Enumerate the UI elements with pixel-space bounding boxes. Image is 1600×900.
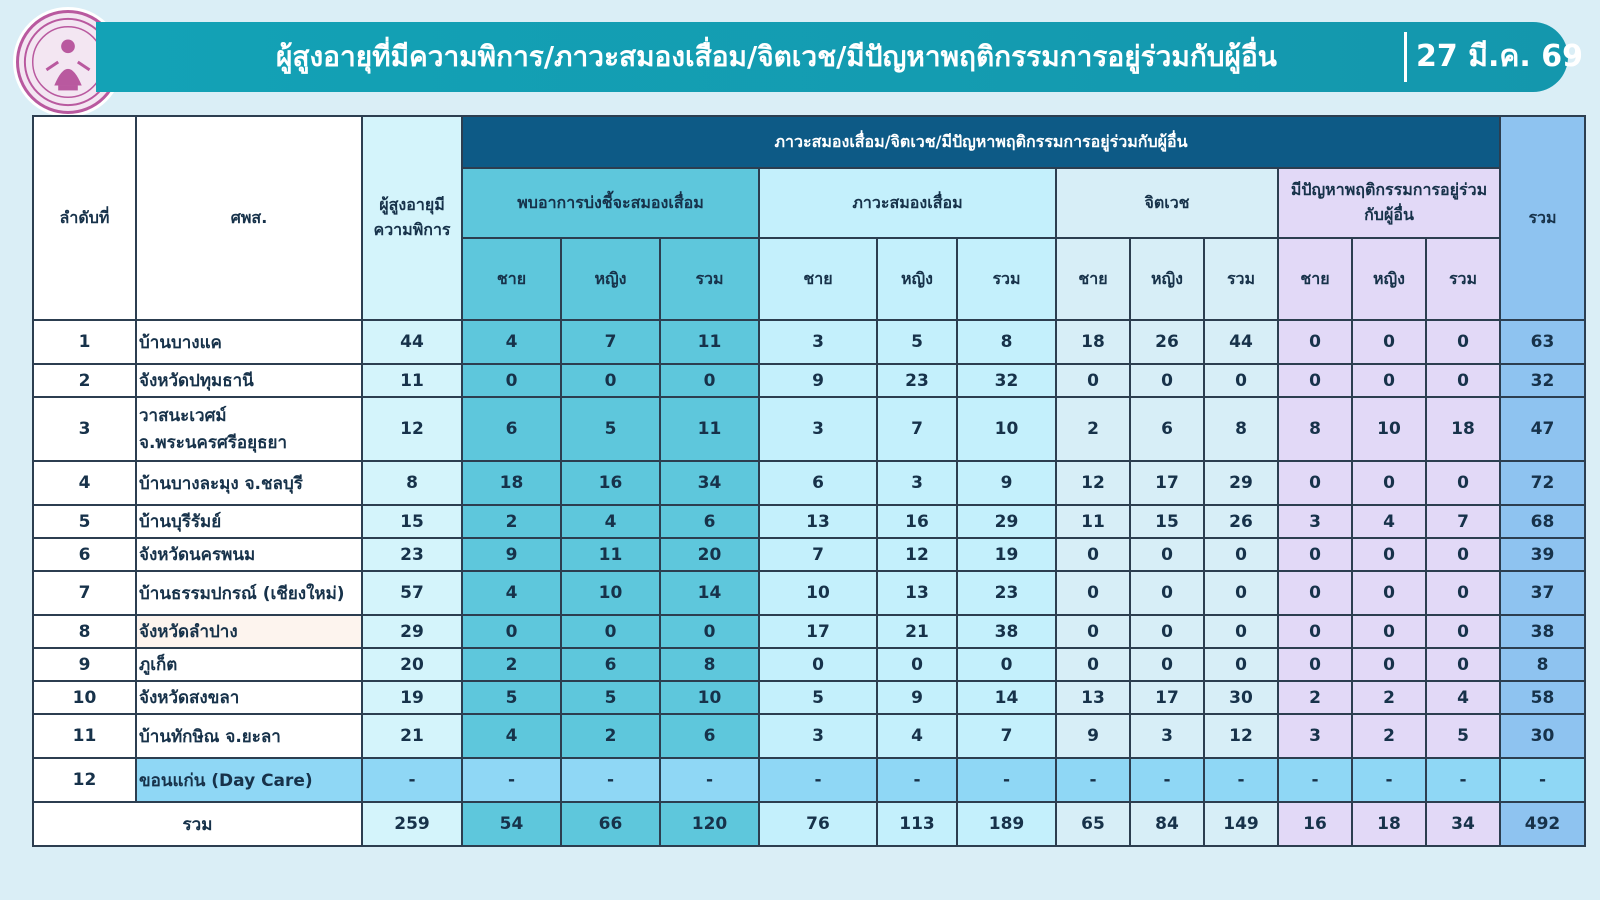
cell-b-sum: 14 [957,681,1056,714]
cell-c-female: 3 [1130,714,1204,758]
cell-center-name: วาสนะเวศม์ จ.พระนครศรีอยุธยา [136,397,362,461]
cell-a-sum: 11 [660,320,759,364]
footer-disability: 259 [362,802,462,846]
cell-d-male: 3 [1278,505,1352,538]
cell-c-sum: 12 [1204,714,1278,758]
footer-a-male: 54 [462,802,561,846]
cell-a-female: 0 [561,364,660,397]
cell-b-female: 3 [877,461,957,505]
data-table [32,115,1586,847]
cell-center-name: จังหวัดลำปาง [136,615,362,648]
cell-c-female: 0 [1130,571,1204,615]
cell-a-sum: - [660,758,759,802]
header-divider [1404,32,1407,82]
cell-a-sum: 6 [660,714,759,758]
cell-disability: 8 [362,461,462,505]
cell-d-male: 0 [1278,648,1352,681]
cell-c-male: 0 [1056,364,1130,397]
cell-no: 2 [33,364,136,397]
header-center: ศพส. [136,116,362,320]
cell-c-female: 6 [1130,397,1204,461]
cell-b-male: 7 [759,538,877,571]
cell-a-male: 2 [462,648,561,681]
cell-c-male: 0 [1056,571,1130,615]
cell-center-name: ภูเก็ต [136,648,362,681]
cell-d-sum: 0 [1426,648,1500,681]
cell-d-male: 0 [1278,461,1352,505]
table-row [33,320,1585,364]
cell-no: 9 [33,648,136,681]
cell-d-female: 0 [1352,615,1426,648]
cell-c-female: 0 [1130,538,1204,571]
cell-b-female: 16 [877,505,957,538]
cell-disability: 21 [362,714,462,758]
cell-total: - [1500,758,1585,802]
cell-disability: 20 [362,648,462,681]
subheader-sum: รวม [957,238,1056,320]
cell-center-name: จังหวัดสงขลา [136,681,362,714]
cell-no: 11 [33,714,136,758]
cell-d-male: 3 [1278,714,1352,758]
cell-b-female: 4 [877,714,957,758]
cell-d-male: 0 [1278,615,1352,648]
cell-center-name: บ้านทักษิณ จ.ยะลา [136,714,362,758]
table-row [33,714,1585,758]
cell-a-male: 0 [462,364,561,397]
cell-disability: 23 [362,538,462,571]
cell-d-sum: 0 [1426,461,1500,505]
cell-no: 1 [33,320,136,364]
cell-a-male: 2 [462,505,561,538]
cell-c-sum: 30 [1204,681,1278,714]
page-title: ผู้สูงอายุที่มีความพิการ/ภาวะสมองเสื่อม/จิตเวช/มีปัญหาพฤติกรรมการอยู่ร่วมกับผู้อื่น [276,40,1277,73]
cell-center-name: ขอนแก่น (Day Care) [136,758,362,802]
cell-a-female: 6 [561,648,660,681]
cell-c-female: - [1130,758,1204,802]
cell-b-female: 5 [877,320,957,364]
cell-d-female: 0 [1352,320,1426,364]
cell-total: 58 [1500,681,1585,714]
cell-d-sum: 0 [1426,615,1500,648]
cell-b-male: 9 [759,364,877,397]
cell-no: 5 [33,505,136,538]
cell-d-female: 0 [1352,461,1426,505]
cell-d-male: 0 [1278,320,1352,364]
report-date: 27 มี.ค. 69 [1416,39,1584,74]
cell-d-sum: 0 [1426,320,1500,364]
cell-c-male: 13 [1056,681,1130,714]
cell-b-male: 13 [759,505,877,538]
header-group-main: ภาวะสมองเสื่อม/จิตเวช/มีปัญหาพฤติกรรมการอยู่ร่วมกับผู้อื่น [462,116,1500,168]
subheader-female: หญิง [1352,238,1426,320]
cell-d-sum: 0 [1426,364,1500,397]
cell-c-sum: 0 [1204,571,1278,615]
cell-c-sum: 0 [1204,615,1278,648]
cell-a-male: 6 [462,397,561,461]
cell-d-male: 2 [1278,681,1352,714]
footer-b-male: 76 [759,802,877,846]
cell-b-sum: 29 [957,505,1056,538]
cell-b-sum: 19 [957,538,1056,571]
footer-c-male: 65 [1056,802,1130,846]
cell-b-sum: 8 [957,320,1056,364]
cell-center-name: บ้านบุรีรัมย์ [136,505,362,538]
cell-disability: 19 [362,681,462,714]
cell-a-sum: 34 [660,461,759,505]
cell-a-female: 10 [561,571,660,615]
cell-b-female: 13 [877,571,957,615]
cell-d-sum: - [1426,758,1500,802]
cell-c-sum: 44 [1204,320,1278,364]
cell-b-male: - [759,758,877,802]
cell-no: 3 [33,397,136,461]
cell-d-female: 4 [1352,505,1426,538]
cell-a-female: 16 [561,461,660,505]
footer-total: 492 [1500,802,1585,846]
footer-b-female: 113 [877,802,957,846]
table-row [33,615,1585,648]
cell-b-sum: 0 [957,648,1056,681]
cell-b-female: 23 [877,364,957,397]
header-disability: ผู้สูงอายุมีความพิการ [362,116,462,320]
cell-a-male: - [462,758,561,802]
table-row [33,681,1585,714]
cell-a-male: 4 [462,714,561,758]
cell-center-name: บ้านบางละมุง จ.ชลบุรี [136,461,362,505]
cell-b-female: - [877,758,957,802]
header-no: ลำดับที่ [33,116,136,320]
subheader-male: ชาย [1278,238,1352,320]
cell-c-sum: 0 [1204,648,1278,681]
cell-d-female: 0 [1352,364,1426,397]
header-bar [96,22,1584,92]
header-group-dementia: ภาวะสมองเสื่อม [759,168,1056,238]
cell-c-male: 9 [1056,714,1130,758]
cell-c-male: 0 [1056,538,1130,571]
cell-b-sum: 23 [957,571,1056,615]
table-row [33,505,1585,538]
table-row [33,364,1585,397]
subheader-male: ชาย [462,238,561,320]
cell-disability: 44 [362,320,462,364]
header-group-behavior: มีปัญหาพฤติกรรมการอยู่ร่วมกับผู้อื่น [1278,168,1500,238]
cell-b-female: 0 [877,648,957,681]
cell-c-sum: 0 [1204,538,1278,571]
cell-b-sum: 9 [957,461,1056,505]
cell-d-female: 0 [1352,571,1426,615]
cell-b-male: 3 [759,320,877,364]
cell-total: 39 [1500,538,1585,571]
cell-d-sum: 4 [1426,681,1500,714]
cell-b-male: 6 [759,461,877,505]
header-group-dementia-signs: พบอาการบ่งชี้จะสมองเสื่อม [462,168,759,238]
cell-c-female: 0 [1130,364,1204,397]
cell-total: 68 [1500,505,1585,538]
table-row [33,461,1585,505]
cell-a-sum: 11 [660,397,759,461]
cell-no: 8 [33,615,136,648]
cell-a-sum: 14 [660,571,759,615]
cell-d-male: 0 [1278,571,1352,615]
cell-d-sum: 0 [1426,538,1500,571]
cell-a-male: 0 [462,615,561,648]
header-total: รวม [1500,116,1585,320]
cell-d-female: 2 [1352,681,1426,714]
cell-b-male: 0 [759,648,877,681]
cell-disability: 11 [362,364,462,397]
cell-c-male: 0 [1056,615,1130,648]
cell-c-sum: 0 [1204,364,1278,397]
cell-a-male: 4 [462,320,561,364]
table-row [33,538,1585,571]
cell-b-sum: 7 [957,714,1056,758]
cell-d-sum: 18 [1426,397,1500,461]
cell-center-name: จังหวัดนครพนม [136,538,362,571]
cell-a-sum: 10 [660,681,759,714]
cell-a-male: 18 [462,461,561,505]
subheader-sum: รวม [1426,238,1500,320]
cell-c-male: 18 [1056,320,1130,364]
cell-c-male: 12 [1056,461,1130,505]
cell-c-female: 26 [1130,320,1204,364]
cell-disability: 12 [362,397,462,461]
cell-d-sum: 5 [1426,714,1500,758]
cell-d-sum: 0 [1426,571,1500,615]
cell-d-female: 0 [1352,648,1426,681]
cell-b-male: 3 [759,397,877,461]
cell-a-female: 5 [561,681,660,714]
cell-c-female: 0 [1130,648,1204,681]
cell-a-female: 11 [561,538,660,571]
cell-b-sum: 10 [957,397,1056,461]
cell-total: 47 [1500,397,1585,461]
cell-total: 8 [1500,648,1585,681]
cell-c-female: 0 [1130,615,1204,648]
cell-d-female: 10 [1352,397,1426,461]
footer-d-female: 18 [1352,802,1426,846]
footer-label: รวม [33,802,362,846]
subheader-sum: รวม [1204,238,1278,320]
cell-center-name: บ้านบางแค [136,320,362,364]
cell-no: 4 [33,461,136,505]
cell-disability: - [362,758,462,802]
cell-disability: 29 [362,615,462,648]
cell-no: 10 [33,681,136,714]
subheader-female: หญิง [561,238,660,320]
table-row [33,571,1585,615]
cell-a-female: 7 [561,320,660,364]
cell-no: 7 [33,571,136,615]
cell-no: 12 [33,758,136,802]
subheader-male: ชาย [759,238,877,320]
subheader-sum: รวม [660,238,759,320]
cell-total: 38 [1500,615,1585,648]
cell-no: 6 [33,538,136,571]
cell-disability: 57 [362,571,462,615]
footer-d-sum: 34 [1426,802,1500,846]
cell-a-male: 4 [462,571,561,615]
cell-d-female: - [1352,758,1426,802]
cell-d-male: 8 [1278,397,1352,461]
cell-b-sum: - [957,758,1056,802]
cell-c-sum: 8 [1204,397,1278,461]
cell-c-female: 17 [1130,461,1204,505]
cell-d-female: 0 [1352,538,1426,571]
cell-c-female: 15 [1130,505,1204,538]
footer-b-sum: 189 [957,802,1056,846]
cell-c-male: 2 [1056,397,1130,461]
cell-total: 37 [1500,571,1585,615]
subheader-female: หญิง [1130,238,1204,320]
subheader-female: หญิง [877,238,957,320]
cell-d-sum: 7 [1426,505,1500,538]
cell-c-male: - [1056,758,1130,802]
cell-a-sum: 0 [660,615,759,648]
cell-a-sum: 20 [660,538,759,571]
cell-total: 63 [1500,320,1585,364]
cell-c-female: 17 [1130,681,1204,714]
footer-c-sum: 149 [1204,802,1278,846]
cell-b-sum: 32 [957,364,1056,397]
cell-c-sum: - [1204,758,1278,802]
table-row [33,648,1585,681]
cell-d-male: 0 [1278,538,1352,571]
cell-a-sum: 0 [660,364,759,397]
cell-a-female: 0 [561,615,660,648]
cell-total: 30 [1500,714,1585,758]
table-row [33,758,1585,802]
cell-d-female: 2 [1352,714,1426,758]
cell-b-female: 21 [877,615,957,648]
cell-center-name: จังหวัดปทุมธานี [136,364,362,397]
cell-a-female: - [561,758,660,802]
cell-center-name: บ้านธรรมปกรณ์ (เชียงใหม่) [136,571,362,615]
cell-a-male: 9 [462,538,561,571]
cell-total: 32 [1500,364,1585,397]
footer-a-sum: 120 [660,802,759,846]
footer-a-female: 66 [561,802,660,846]
cell-a-female: 4 [561,505,660,538]
cell-c-sum: 26 [1204,505,1278,538]
cell-d-male: 0 [1278,364,1352,397]
cell-a-female: 2 [561,714,660,758]
header-group-psychiatric: จิตเวช [1056,168,1278,238]
cell-b-female: 12 [877,538,957,571]
cell-d-male: - [1278,758,1352,802]
cell-b-female: 7 [877,397,957,461]
table-row [33,397,1585,461]
cell-disability: 15 [362,505,462,538]
cell-a-sum: 6 [660,505,759,538]
footer-d-male: 16 [1278,802,1352,846]
cell-a-sum: 8 [660,648,759,681]
cell-a-male: 5 [462,681,561,714]
cell-b-male: 17 [759,615,877,648]
footer-c-female: 84 [1130,802,1204,846]
cell-b-male: 3 [759,714,877,758]
cell-b-female: 9 [877,681,957,714]
cell-c-male: 0 [1056,648,1130,681]
cell-b-male: 10 [759,571,877,615]
cell-c-male: 11 [1056,505,1130,538]
cell-total: 72 [1500,461,1585,505]
cell-c-sum: 29 [1204,461,1278,505]
cell-b-male: 5 [759,681,877,714]
cell-b-sum: 38 [957,615,1056,648]
subheader-male: ชาย [1056,238,1130,320]
cell-a-female: 5 [561,397,660,461]
